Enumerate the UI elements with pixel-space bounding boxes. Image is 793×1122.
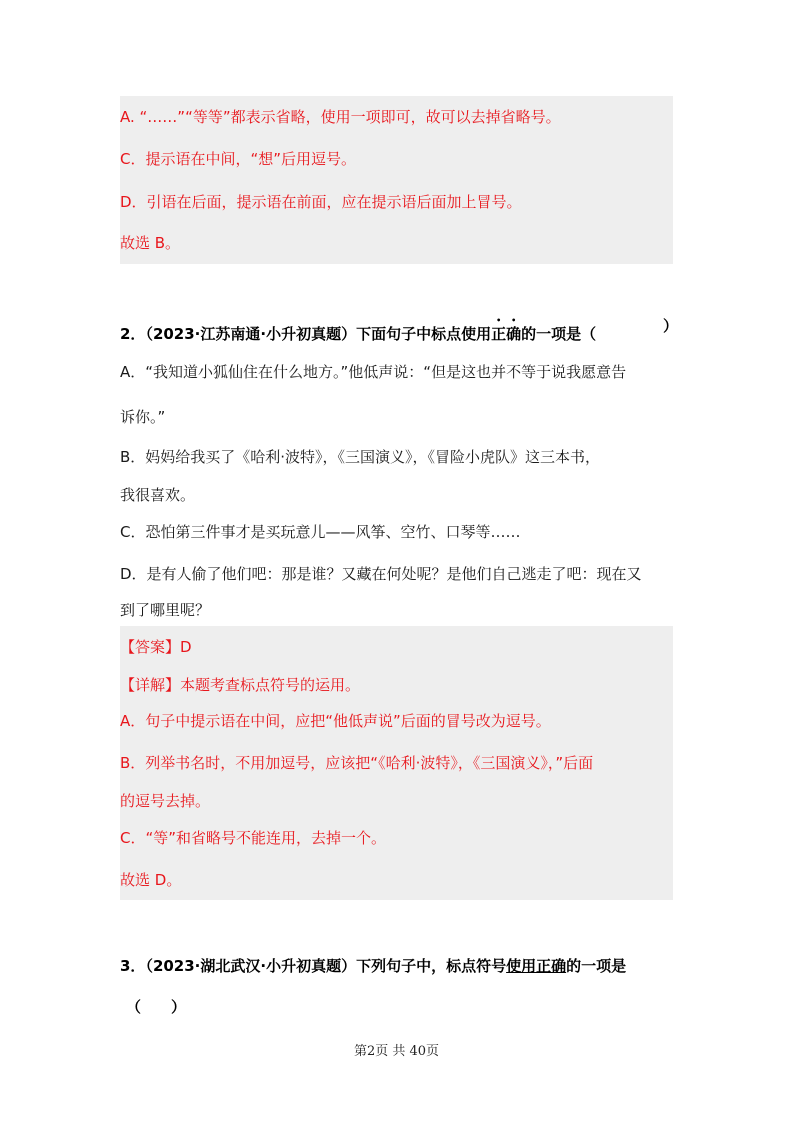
question-2-option-d-line2: 到了哪里呢？ — [120, 601, 211, 619]
question-2-paren-close: ） — [663, 317, 679, 335]
answer-1-conclusion: 故选 B。 — [120, 234, 181, 252]
answer-1-option-c: C．提示语在中间，“想”后用逗号。 — [120, 150, 357, 168]
question-2-option-a-line2: 诉你。” — [120, 408, 166, 426]
answer-2-option-b-line1: B．列举书名时，不用加逗号，应该把“《哈利·波特》，《三国演义》，”后面 — [120, 754, 594, 772]
answer-2-option-b-line2: 的逗号去掉。 — [120, 792, 211, 810]
question-3-stem — [120, 956, 626, 976]
question-2-source: （2023·江苏南通·小升初真题） — [145, 325, 357, 343]
answer-2-answer: 【答案】D — [120, 638, 192, 656]
answer-2-option-a: A．句子中提示语在中间，应把“他低声说”后面的冒号改为逗号。 — [120, 712, 551, 730]
question-3-number: 3． — [120, 957, 146, 975]
page-footer: 第2页 共 40页 — [353, 1044, 440, 1059]
question-2-option-b-line2: 我很喜欢。 — [120, 486, 196, 504]
question-2-emphasis: 正确 — [491, 325, 522, 343]
question-2-stem — [120, 316, 596, 344]
answer-2-option-c: C．“等”和省略号不能连用，去掉一个。 — [120, 829, 387, 847]
question-2-stem-text: 下面句子中标点使用 — [356, 325, 492, 343]
question-3-source: （2023·湖北武汉·小升初真题） — [145, 957, 357, 975]
question-2-option-b-line1: B．妈妈给我买了《哈利·波特》，《三国演义》，《冒险小虎队》这三本书， — [120, 448, 601, 466]
answer-2-conclusion: 故选 D。 — [120, 871, 182, 889]
answer-1-option-d: D．引语在后面，提示语在前面，应在提示语后面加上冒号。 — [120, 193, 522, 211]
question-2-option-a-line1: A．“我知道小狐仙住在什么地方。”他低声说：“但是这也并不等于说我愿意告 — [120, 363, 627, 381]
question-3-underlined: 使用正确 — [506, 957, 567, 975]
answer-2-detail: 【详解】本题考查标点符号的运用。 — [120, 676, 361, 694]
question-2-stem-end: 的一项是（ — [521, 325, 597, 343]
question-2-number: 2． — [120, 325, 146, 343]
question-2-option-d-line1: D．是有人偷了他们吧：那是谁？又藏在何处呢？是他们自己逃走了吧：现在又 — [120, 565, 642, 583]
question-3-stem-end: 的一项是 — [566, 957, 627, 975]
question-2-option-c: C．恐怕第三件事才是买玩意儿——风筝、空竹、口琴等…… — [120, 523, 521, 541]
answer-1-option-a: A. “……”“等等”都表示省略，使用一项即可，故可以去掉省略号。 — [120, 108, 561, 126]
question-3-paren: （ ） — [126, 998, 187, 1016]
question-3-stem-text: 下列句子中，标点符号 — [356, 957, 507, 975]
